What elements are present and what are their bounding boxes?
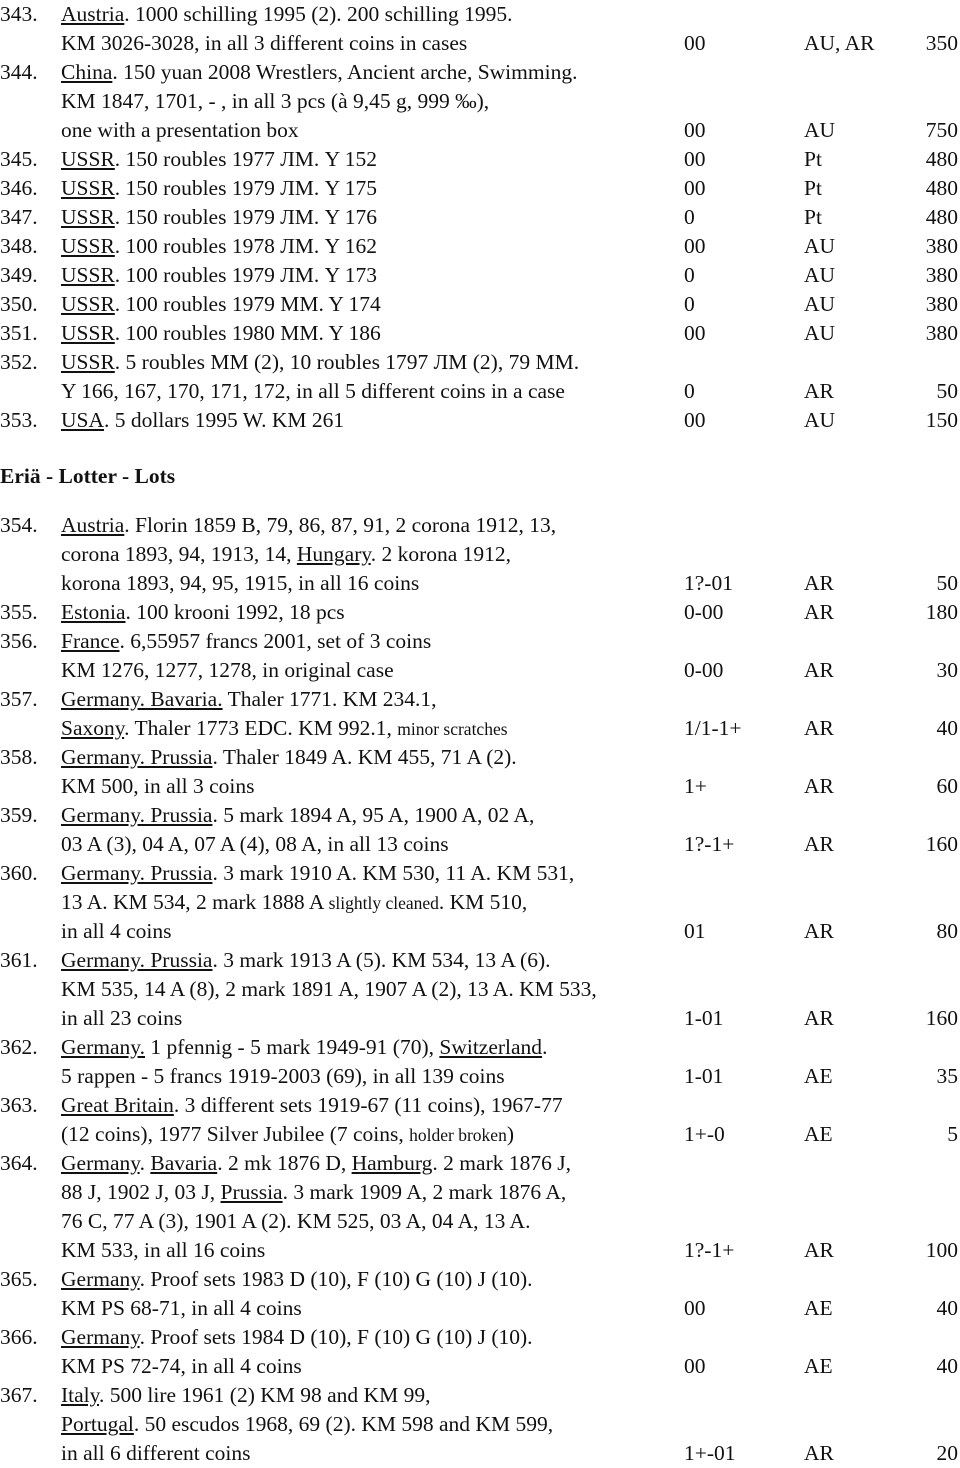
lot-number: 350. [0, 292, 38, 316]
description-text: . 100 roubles 1978 ЛМ. Y 162 [114, 234, 378, 258]
lot-description [61, 1352, 302, 1381]
lot-line [0, 685, 960, 714]
lot-description [61, 569, 419, 598]
lot-line [0, 511, 960, 540]
lot-metal: Pt [804, 147, 822, 171]
condition-note: slightly cleaned [328, 893, 439, 913]
lot-grade: 0 [684, 205, 695, 229]
lot-number: 344. [0, 60, 38, 84]
lot-line [0, 58, 960, 87]
lot-line [0, 946, 960, 975]
lot-price: 50 [936, 379, 958, 403]
lot-price: 350 [925, 31, 958, 55]
lot-description [61, 319, 381, 348]
description-text: . 2 mk 1876 D, [217, 1151, 352, 1175]
lot-metal: AR [804, 379, 834, 403]
lot-description [61, 1294, 302, 1323]
lot-description [61, 145, 377, 174]
lot-metal: Pt [804, 176, 822, 200]
description-text: . 150 yuan 2008 Wrestlers, Ancient arche, Swimming. [112, 60, 578, 84]
description-text: KM 500, in all 3 coins [61, 774, 255, 798]
country-name: Hamburg [351, 1151, 433, 1175]
lot-description [61, 627, 431, 656]
lot-line [0, 743, 960, 772]
description-text: 03 A (3), 04 A, 07 A (4), 08 A, in all 13 coins [61, 832, 449, 856]
description-text: . 500 lire 1961 (2) KM 98 and KM 99, [99, 1383, 431, 1407]
lot-number: 367. [0, 1383, 38, 1407]
lot-grade: 0 [684, 292, 695, 316]
lot-description [61, 830, 449, 859]
country-name: Austria [61, 2, 125, 26]
lot-line [0, 203, 960, 232]
country-name: Germany. Bavaria. [61, 687, 223, 711]
description-text: . 150 roubles 1979 ЛМ. Y 176 [114, 205, 378, 229]
lot-number: 343. [0, 2, 38, 26]
lot-description [61, 1265, 533, 1294]
lot-description [61, 1178, 566, 1207]
lot-line [0, 1236, 960, 1265]
lot-line [0, 261, 960, 290]
lot-metal: AR [804, 774, 834, 798]
lot-price: 5 [947, 1122, 958, 1146]
description-text: . 1000 schilling 1995 (2). 200 schilling 1995. [124, 2, 513, 26]
lot-line [0, 1381, 960, 1410]
lot-line [0, 917, 960, 946]
lot-grade: 1-01 [684, 1006, 724, 1030]
lot-description [61, 29, 467, 58]
lot-description [61, 348, 579, 377]
country-name: Switzerland [439, 1035, 543, 1059]
description-text: 13 A. KM 534, 2 mark 1888 A [61, 890, 329, 914]
lot-number: 348. [0, 234, 38, 258]
lot-line [0, 627, 960, 656]
lot-grade: 1?-1+ [684, 832, 735, 856]
lot-price: 30 [936, 658, 958, 682]
description-text: KM 533, in all 16 coins [61, 1238, 266, 1262]
lot-line [0, 1120, 960, 1149]
lot-metal: AR [804, 658, 834, 682]
lot-description [61, 1410, 553, 1439]
lot-price: 380 [925, 292, 958, 316]
section-heading: Eriä - Lotter - Lots [0, 464, 176, 488]
lot-line [0, 656, 960, 685]
lot-price: 180 [925, 600, 958, 624]
country-name: Germany. Prussia [61, 948, 213, 972]
lot-grade: 1+ [684, 774, 707, 798]
description-text: . 150 roubles 1979 ЛМ. Y 175 [114, 176, 378, 200]
lot-description [61, 598, 345, 627]
description-text: . 3 mark 1910 A. KM 530, 11 A. KM 531, [212, 861, 575, 885]
lot-line [0, 377, 960, 406]
description-text: . 2 mark 1876 J, [432, 1151, 571, 1175]
lot-line [0, 830, 960, 859]
lot-description [61, 975, 597, 1004]
lot-metal: AR [804, 832, 834, 856]
lot-description [61, 540, 511, 569]
description-text: . Thaler 1773 EDC. KM 992.1, [124, 716, 398, 740]
lot-price: 480 [925, 147, 958, 171]
lot-description [61, 0, 512, 29]
lot-grade: 00 [684, 408, 706, 432]
lot-line [0, 714, 960, 743]
lot-metal: AE [804, 1064, 833, 1088]
description-text: . 6,55957 francs 2001, set of 3 coins [119, 629, 432, 653]
lot-price: 380 [925, 321, 958, 345]
lot-price: 80 [936, 919, 958, 943]
country-name: Saxony [61, 716, 125, 740]
lot-metal: AU [804, 263, 836, 287]
country-name: China [61, 60, 113, 84]
description-text: . 3 mark 1913 A (5). KM 534, 13 A (6). [212, 948, 551, 972]
description-text: . 100 roubles 1979 ЛМ. Y 173 [114, 263, 378, 287]
condition-note: holder broken [409, 1125, 507, 1145]
lot-grade: 00 [684, 1354, 706, 1378]
lot-grade: 1/1-1+ [684, 716, 742, 740]
lot-price: 50 [936, 571, 958, 595]
lot-description [61, 87, 489, 116]
lot-metal: AU [804, 408, 836, 432]
description-text: KM 1847, 1701, - , in all 3 pcs (à 9,45 g, 999 ‰), [61, 89, 490, 113]
description-text: ) [506, 1122, 514, 1146]
lot-line [0, 116, 960, 145]
lot-line [0, 598, 960, 627]
lot-description [61, 685, 437, 714]
lot-line [0, 540, 960, 569]
lot-number: 357. [0, 687, 38, 711]
lot-description [61, 261, 377, 290]
lot-number: 352. [0, 350, 38, 374]
lot-metal: Pt [804, 205, 822, 229]
description-text: 76 C, 77 A (3), 1901 A (2). KM 525, 03 A, 04 A, 13 A. [61, 1209, 531, 1233]
lot-number: 362. [0, 1035, 38, 1059]
description-text: 1 pfennig - 5 mark 1949-91 (70), [144, 1035, 440, 1059]
lot-metal: AU [804, 118, 836, 142]
country-name: Bavaria [150, 1151, 218, 1175]
lot-description [61, 174, 377, 203]
lot-price: 60 [936, 774, 958, 798]
lot-line [0, 29, 960, 58]
lot-line [0, 888, 960, 917]
country-name: USSR [61, 147, 115, 171]
description-text: . 5 mark 1894 A, 95 A, 1900 A, 02 A, [212, 803, 535, 827]
country-name: USSR [61, 263, 115, 287]
lot-number: 361. [0, 948, 38, 972]
lot-grade: 1-01 [684, 1064, 724, 1088]
lot-line [0, 87, 960, 116]
country-name: USSR [61, 234, 115, 258]
lot-price: 40 [936, 716, 958, 740]
lot-metal: AU [804, 321, 836, 345]
description-text: . 5 roubles MM (2), 10 roubles 1797 ЛМ (2), 79 MM. [114, 350, 580, 374]
lot-metal: AE [804, 1122, 833, 1146]
description-text: . 150 roubles 1977 ЛМ. Y 152 [114, 147, 378, 171]
description-text: . 2 korona 1912, [370, 542, 512, 566]
lot-number: 359. [0, 803, 38, 827]
lot-description [61, 1091, 563, 1120]
country-name: Germany [61, 1151, 140, 1175]
lot-price: 160 [925, 832, 958, 856]
country-name: USSR [61, 176, 115, 200]
lot-metal: AR [804, 600, 834, 624]
lot-grade: 1+-01 [684, 1441, 736, 1465]
country-name: Hungary [296, 542, 371, 566]
lot-line [0, 1265, 960, 1294]
description-text: KM PS 72-74, in all 4 coins [61, 1354, 302, 1378]
country-name: Germany. Prussia [61, 861, 213, 885]
lot-description [61, 1004, 182, 1033]
description-text: KM 1276, 1277, 1278, in original case [61, 658, 394, 682]
lot-line [0, 1091, 960, 1120]
lot-line [0, 174, 960, 203]
lot-description [61, 1381, 430, 1410]
lot-number: 346. [0, 176, 38, 200]
country-name: Portugal [61, 1412, 134, 1436]
country-name: USA [61, 408, 105, 432]
description-text: corona 1893, 94, 1913, 14, [61, 542, 297, 566]
condition-note: minor scratches [397, 719, 508, 739]
lot-line [0, 1410, 960, 1439]
description-text: korona 1893, 94, 95, 1915, in all 16 coins [61, 571, 420, 595]
lot-description [61, 290, 381, 319]
description-text: . 5 dollars 1995 W. KM 261 [104, 408, 345, 432]
lot-metal: AE [804, 1296, 833, 1320]
lot-number: 347. [0, 205, 38, 229]
lot-number: 345. [0, 147, 38, 171]
description-text: in all 4 coins [61, 919, 172, 943]
description-text: 5 rappen - 5 francs 1919-2003 (69), in all 139 coins [61, 1064, 505, 1088]
description-text: Thaler 1771. KM 234.1, [222, 687, 437, 711]
description-text: . Proof sets 1984 D (10), F (10) G (10) J (10). [139, 1325, 533, 1349]
lot-line [0, 1033, 960, 1062]
country-name: France [61, 629, 120, 653]
description-text: KM 3026-3028, in all 3 different coins in cases [61, 31, 468, 55]
lot-line [0, 859, 960, 888]
lot-description [61, 714, 508, 744]
country-name: USSR [61, 292, 115, 316]
lot-grade: 1?-01 [684, 571, 733, 595]
lot-line [0, 1323, 960, 1352]
lot-price: 100 [925, 1238, 958, 1262]
lot-metal: AU [804, 234, 836, 258]
lot-grade: 00 [684, 118, 706, 142]
lot-price: 380 [925, 263, 958, 287]
lot-grade: 00 [684, 176, 706, 200]
lot-number: 353. [0, 408, 38, 432]
description-text: . KM 510, [438, 890, 528, 914]
lot-description [61, 116, 299, 145]
lot-description [61, 946, 551, 975]
description-text: . [542, 1035, 548, 1059]
lot-line [0, 975, 960, 1004]
lot-price: 150 [925, 408, 958, 432]
lot-number: 354. [0, 513, 38, 537]
lot-description [61, 1207, 530, 1236]
lot-price: 480 [925, 176, 958, 200]
lot-description [61, 1149, 571, 1178]
lot-grade: 1+-0 [684, 1122, 725, 1146]
country-name: Germany. Prussia [61, 745, 213, 769]
lot-description [61, 377, 565, 406]
lot-description [61, 656, 394, 685]
lot-line [0, 0, 960, 29]
lot-description [61, 232, 377, 261]
description-text: . 100 roubles 1980 MM. Y 186 [114, 321, 381, 345]
lot-price: 20 [936, 1441, 958, 1465]
lot-number: 360. [0, 861, 38, 885]
lot-description [61, 859, 574, 888]
description-text: 88 J, 1902 J, 03 J, [61, 1180, 221, 1204]
lot-description [61, 203, 377, 232]
description-text: . [139, 1151, 151, 1175]
lot-grade: 00 [684, 321, 706, 345]
description-text: . 50 escudos 1968, 69 (2). KM 598 and KM 599, [133, 1412, 554, 1436]
lot-number: 358. [0, 745, 38, 769]
lot-number: 364. [0, 1151, 38, 1175]
description-text: . 3 mark 1909 A, 2 mark 1876 A, [282, 1180, 567, 1204]
lot-metal: AR [804, 1441, 834, 1465]
lot-line [0, 772, 960, 801]
lot-number: 349. [0, 263, 38, 287]
lot-number: 365. [0, 1267, 38, 1291]
country-name: Italy [61, 1383, 100, 1407]
lot-price: 380 [925, 234, 958, 258]
lot-line [0, 569, 960, 598]
lot-line [0, 290, 960, 319]
lot-line [0, 1294, 960, 1323]
lot-grade: 0-00 [684, 600, 724, 624]
lot-line [0, 801, 960, 830]
lot-line [0, 1062, 960, 1091]
description-text: in all 6 different coins [61, 1441, 251, 1465]
lot-line [0, 1439, 960, 1468]
lot-grade: 0-00 [684, 658, 724, 682]
lot-description [61, 1439, 250, 1468]
lot-grade: 00 [684, 1296, 706, 1320]
lot-number: 356. [0, 629, 38, 653]
lot-line [0, 1352, 960, 1381]
lot-line [0, 348, 960, 377]
description-text: . 100 krooni 1992, 18 pcs [125, 600, 345, 624]
description-text: . Proof sets 1983 D (10), F (10) G (10) J (10). [139, 1267, 533, 1291]
lot-description [61, 1120, 514, 1150]
country-name: Great Britain [61, 1093, 174, 1117]
lot-price: 480 [925, 205, 958, 229]
lot-line [0, 1207, 960, 1236]
country-name: USSR [61, 205, 115, 229]
lot-line [0, 145, 960, 174]
lot-description [61, 406, 344, 435]
lot-line [0, 232, 960, 261]
country-name: Germany. [61, 1035, 145, 1059]
lot-description [61, 801, 534, 830]
lot-description [61, 917, 171, 946]
lot-description [61, 511, 556, 540]
lot-price: 160 [925, 1006, 958, 1030]
lot-grade: 0 [684, 379, 695, 403]
description-text: . Thaler 1849 A. KM 455, 71 A (2). [212, 745, 517, 769]
country-name: Germany. Prussia [61, 803, 213, 827]
country-name: Germany [61, 1325, 140, 1349]
lot-description [61, 1033, 547, 1062]
country-name: USSR [61, 350, 115, 374]
country-name: Germany [61, 1267, 140, 1291]
lot-description [61, 58, 577, 87]
description-text: . 3 different sets 1919-67 (11 coins), 1967-77 [173, 1093, 563, 1117]
country-name: Estonia [61, 600, 126, 624]
lot-grade: 00 [684, 147, 706, 171]
lot-number: 355. [0, 600, 38, 624]
lot-price: 35 [936, 1064, 958, 1088]
description-text: . 100 roubles 1979 MM. Y 174 [114, 292, 381, 316]
country-name: USSR [61, 321, 115, 345]
lot-grade: 1?-1+ [684, 1238, 735, 1262]
lot-description [61, 1062, 505, 1091]
lot-metal: AU, AR [804, 31, 875, 55]
description-text: (12 coins), 1977 Silver Jubilee (7 coins, [61, 1122, 410, 1146]
lot-metal: AR [804, 716, 834, 740]
lot-price: 40 [936, 1296, 958, 1320]
description-text: in all 23 coins [61, 1006, 183, 1030]
lot-description [61, 772, 255, 801]
country-name: Prussia [220, 1180, 283, 1204]
lot-grade: 00 [684, 31, 706, 55]
lot-line [0, 1149, 960, 1178]
lot-number: 351. [0, 321, 38, 345]
lot-metal: AR [804, 919, 834, 943]
lot-metal: AE [804, 1354, 833, 1378]
lot-metal: AU [804, 292, 836, 316]
country-name: Austria [61, 513, 125, 537]
lot-price: 40 [936, 1354, 958, 1378]
description-text: KM PS 68-71, in all 4 coins [61, 1296, 302, 1320]
lot-number: 363. [0, 1093, 38, 1117]
description-text: one with a presentation box [61, 118, 299, 142]
lot-description [61, 1323, 533, 1352]
lot-line [0, 406, 960, 435]
lot-line [0, 1004, 960, 1033]
lot-description [61, 1236, 265, 1265]
lot-metal: AR [804, 1006, 834, 1030]
lot-metal: AR [804, 1238, 834, 1262]
lot-metal: AR [804, 571, 834, 595]
lot-line [0, 319, 960, 348]
description-text: KM 535, 14 A (8), 2 mark 1891 A, 1907 A (2), 13 A. KM 533, [61, 977, 597, 1001]
lot-number: 366. [0, 1325, 38, 1349]
lot-line [0, 1178, 960, 1207]
lot-grade: 01 [684, 919, 706, 943]
lot-description [61, 743, 517, 772]
description-text: Y 166, 167, 170, 171, 172, in all 5 different coins in a case [61, 379, 565, 403]
lot-grade: 00 [684, 234, 706, 258]
lot-description [61, 888, 527, 918]
lot-grade: 0 [684, 263, 695, 287]
lot-price: 750 [925, 118, 958, 142]
description-text: . Florin 1859 B, 79, 86, 87, 91, 2 corona 1912, 13, [124, 513, 557, 537]
